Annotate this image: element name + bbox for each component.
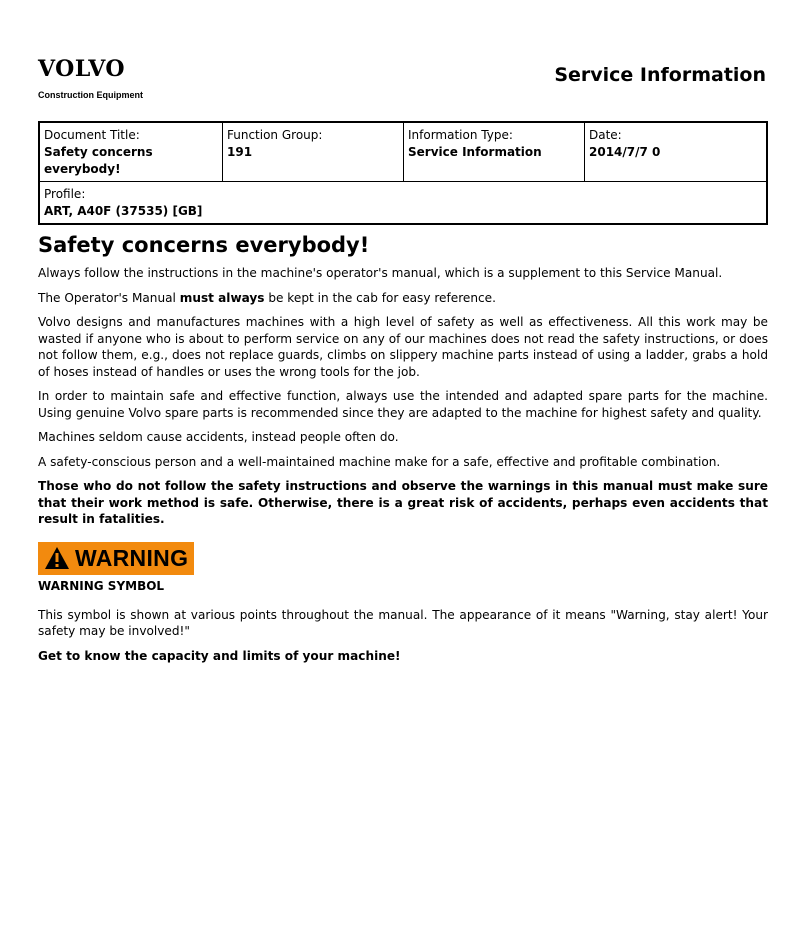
p2-text-pre: The Operator's Manual — [38, 290, 180, 305]
paragraph-volvo-designs: Volvo designs and manufactures machines with a high level of safety as well as effectiveness. All this work may be wasted if anyone who is about to perform service on any of our machines does not read the safety instructions, or does not follow them, e.g., does not replace guards, climbs on slippery machine parts instead of using a ladder, grabs a hold of hoses instead of handles or uses the wrong tools for the job. — [38, 315, 768, 379]
information-type-value: Service Information — [408, 145, 542, 159]
paragraph-symbol-explanation: This symbol is shown at various points throughout the manual. The appearance of it means "Warning, stay alert! Your safety may be involved!" — [38, 607, 768, 638]
date-cell — [584, 123, 766, 181]
document-title-cell — [40, 123, 222, 181]
paragraph-safety-warning: Those who do not follow the safety instructions and observe the warnings in this manual must make sure that their work method is safe. Otherwise, there is a great risk of accidents, perhaps even accidents that result in fatalities. — [38, 479, 768, 526]
profile-value: ART, A40F (37535) [GB] — [44, 204, 203, 218]
info-row-profile — [40, 181, 766, 223]
date-label: Date: — [589, 128, 622, 142]
info-row-main — [40, 123, 766, 181]
warning-triangle-icon — [44, 546, 70, 570]
warning-symbol-caption: WARNING SYMBOL — [38, 578, 165, 593]
document-title-label: Document Title: — [44, 128, 140, 142]
p2-text-post: be kept in the cab for easy reference. — [264, 290, 496, 305]
document-info-table — [38, 121, 768, 225]
document-body — [38, 232, 768, 672]
paragraph-operators-manual — [38, 290, 768, 307]
warning-badge-text: WARNING — [75, 544, 189, 571]
volvo-logo — [38, 58, 168, 100]
warning-badge — [38, 542, 194, 575]
information-type-label: Information Type: — [408, 128, 513, 142]
p2-text-bold: must always — [179, 290, 265, 305]
date-value: 2014/7/7 0 — [589, 145, 661, 159]
paragraph-know-capacity: Get to know the capacity and limits of your machine! — [38, 648, 401, 663]
paragraph-follow-instructions: Always follow the instructions in the machine's operator's manual, which is a supplement to this Service Manual. — [38, 266, 723, 280]
information-type-cell — [403, 123, 584, 181]
function-group-cell — [222, 123, 403, 181]
document-title-value: Safety concerns everybody! — [44, 145, 153, 176]
paragraph-spare-parts: In order to maintain safe and effective function, always use the intended and adapted spare parts for the machine. Using genuine Volvo spare parts is recommended since they are adapted to the machine for highest safety and quality. — [38, 389, 768, 420]
profile-cell — [40, 182, 766, 223]
paragraph-accidents: Machines seldom cause accidents, instead people often do. — [38, 430, 399, 444]
profile-label: Profile: — [44, 187, 86, 201]
brand-wordmark: VOLVO — [38, 56, 126, 82]
function-group-value: 191 — [227, 145, 253, 159]
function-group-label: Function Group: — [227, 128, 323, 142]
brand-subtitle: Construction Equipment — [38, 90, 143, 100]
paragraph-safety-conscious: A safety-conscious person and a well-maintained machine make for a safe, effective and profitable combination. — [38, 454, 721, 469]
page-header-title: Service Information — [554, 64, 766, 86]
document-heading: Safety concerns everybody! — [38, 233, 370, 257]
